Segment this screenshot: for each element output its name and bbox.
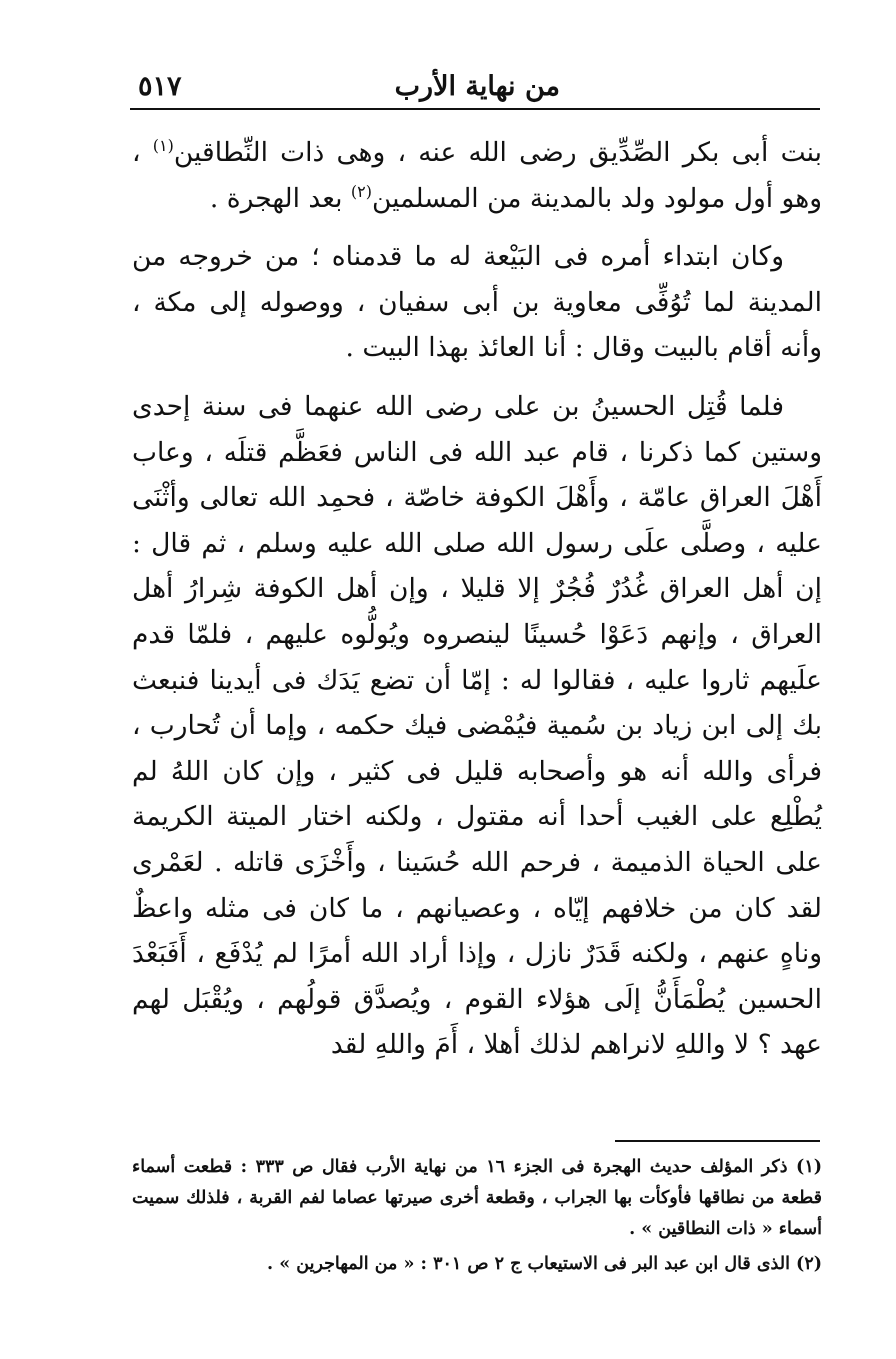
paragraph-2: وكان ابتداء أمره فى البَيْعة له ما قدمناه ؛ من خروجه من المدينة لما تُوُفِّى معاوية بن أبى سفيان ، ووصوله إلى مكة ، وأنه أقام بالبيت وقال : أنا العائذ بهذا البيت . xyxy=(132,241,822,364)
running-header xyxy=(130,58,820,110)
footnote-separator xyxy=(615,1140,820,1142)
main-text xyxy=(132,130,822,1081)
footnote-1: (١) ذكر المؤلف حديث الهجرة فى الجزء ١٦ من نهاية الأرب فقال ص ٣٣٣ : قطعت أسماء قطعة من نطاقها فأوكأت بها الجراب ، وقطعة أخرى صيرتها عصاما لفم القربة ، فلذلك سميت أسماء « ذات النطاقين » . xyxy=(132,1157,822,1239)
running-title: من نهاية الأرب xyxy=(394,71,560,102)
paragraph-1-part-3: بعد الهجرة . xyxy=(209,182,351,214)
paragraph-1-part-2: ، وهو أول مولود ولد بالمدينة من المسلمين xyxy=(132,137,822,214)
paragraph-3: فلما قُتِل الحسينُ بن على رضى الله عنهما فى سنة إحدى وستين كما ذكرنا ، قام عبد الله فى الناس فعَظَّم قتلَه ، وعاب أَهْلَ العراق عامّة ، وأَهْلَ الكوفة خاصّة ، فحمِد الله تعالى وأثْنَى عليه ، وصلَّى علَى رسول الله صلى الله عليه وسلم ، ثم قال : إن أهل العراق غُدُرٌ فُجُرٌ إلا قليلا ، وإن أهل الكوفة شِرارُ أهل العراق ، وإنهم دَعَوْا حُسينًا لينصروه ويُولُّوه عليهم ، فلمّا قدم علَيهم ثاروا عليه ، فقالوا له : إمّا أن تضع يَدَك فى أيدينا فنبعث بك إلى ابن زياد بن سُمية فيُمْضى فيك حكمه ، وإما أن تُحارب ، فرأى والله أنه هو وأصحابه قليل فى كثير ، وإن كان اللهُ لم يُطْلِع على الغيب أحدا أنه مقتول ، ولكنه اختار الميتة الكريمة على الحياة الذميمة ، فرحم الله حُسَينا ، وأَخْزَى قاتله . لعَمْرى لقد كان من خلافهم إيّاه ، وعصيانهم ، ما كان فى مثله واعظٌ وناهٍ عنهم ، ولكنه قَدَرٌ نازل ، وإذا أراد الله أمرًا لم يُدْفَع ، أَفَبَعْدَ الحسين يُطْمَأَنُّ إلَى هؤلاء القوم ، ويُصدَّق قولُهم ، ويُقْبَل لهم عهد ؟ لا واللهِ لانراهم لذلك أهلا ، أَمَ واللهِ لقد xyxy=(132,390,822,1061)
paragraph-1-part-1: بنت أبى بكر الصِّدِّيق رضى الله عنه ، وهى ذات النِّطاقين xyxy=(173,137,822,168)
footnotes xyxy=(132,1152,822,1284)
footnote-2: (٢) الذى قال ابن عبد البر فى الاستيعاب ج ٢ ص ٣٠١ : « من المهاجرين » . xyxy=(267,1254,822,1274)
footnote-ref-2: (٢) xyxy=(350,181,372,201)
footnote-ref-1: (١) xyxy=(152,136,174,156)
page-number: ٥١٧ xyxy=(138,71,182,102)
paragraph-1 xyxy=(132,130,822,221)
